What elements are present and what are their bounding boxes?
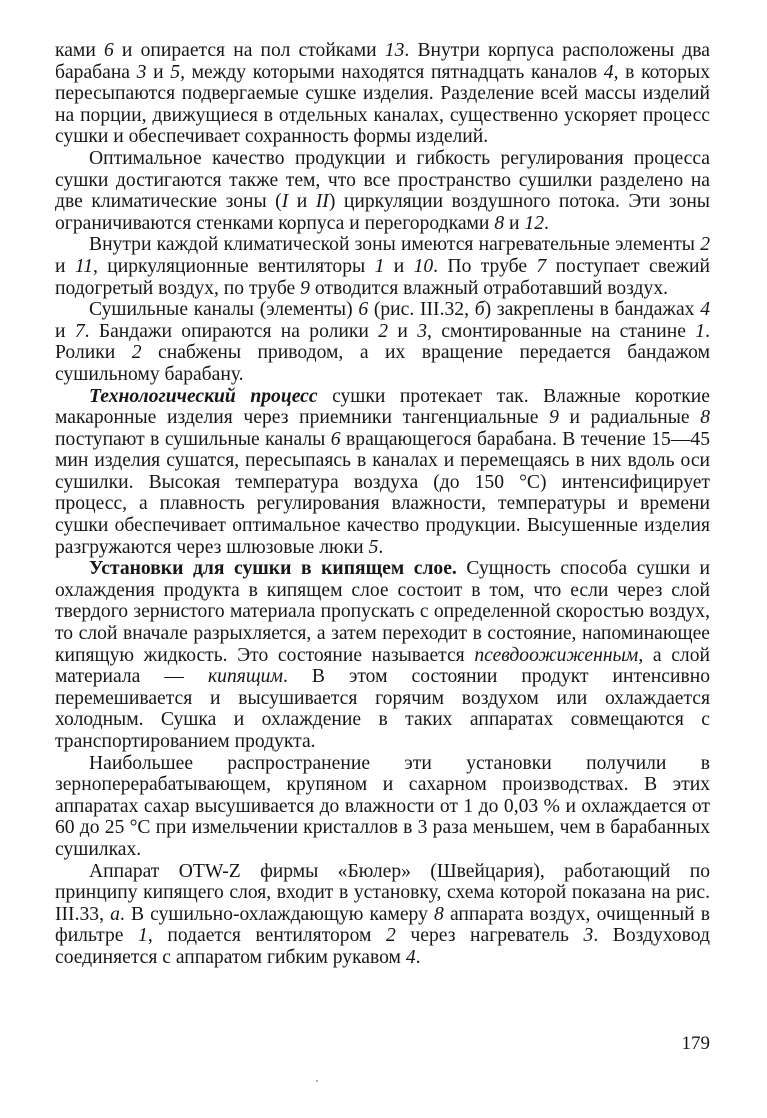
text-run: . Внутри корпуса расположены два барабана — [55, 40, 710, 83]
text-run: поступают в сушильные каналы — [55, 428, 331, 450]
italic-ref: 1 — [695, 320, 706, 342]
italic-ref: 13 — [384, 40, 405, 61]
italic-ref: II — [315, 191, 329, 213]
italic-ref: 1 — [374, 255, 385, 277]
italic-ref: 4 — [700, 299, 710, 321]
italic-ref: 2 — [131, 342, 142, 364]
text-run: Сушильные каналы (элементы) — [89, 299, 359, 321]
italic-ref: 9 — [300, 277, 310, 299]
text-run: . — [544, 212, 549, 234]
text-run: (рис. III.32, — [368, 299, 475, 321]
italic-ref: 6 — [330, 428, 341, 450]
italic-ref: 3 — [417, 320, 427, 342]
bold-italic-term: Технологический процесс — [89, 385, 318, 407]
text-run: и — [384, 255, 414, 277]
text-run: сушки протекает так. Влажные короткие макаронные изделия через приемники тангенциальные — [55, 385, 710, 429]
paragraph — [55, 558, 710, 752]
italic-ref: 6 — [103, 40, 114, 61]
text-run: и опирается на пол стойками — [113, 40, 385, 61]
italic-ref: 8 — [700, 407, 711, 429]
text-run: поступает свежий подогретый воздух, по трубе — [55, 255, 710, 299]
text-run: Сущность способа сушки и охлаждения продукта в кипящем слое состоит в том, что если через слой твердого зернистого материала пропускать с определенной скоростью воздух, то слой вначале разрыхляется, а затем переходит в состояние, напоминающее кипящую жидкость. Это состояние называется — [55, 558, 710, 666]
text-run: и — [504, 212, 525, 234]
text-run: Внутри каждой климатической зоны имеются нагревательные элементы — [89, 234, 701, 256]
page-body — [55, 40, 710, 969]
page-number: 179 — [681, 1033, 710, 1054]
text-run: , в которых пересыпаются подвергаемые сушке изделия. Разделение всей массы изделий на порции, движущиеся в отдельных каналах, существенно ускоряет процесс сушки и обеспечивает сохранность формы изделий. — [55, 61, 710, 148]
italic-ref: I — [281, 191, 289, 213]
text-run: отводится влажный отработавший воздух. — [309, 277, 669, 299]
text-run: . — [378, 536, 384, 558]
bold-heading: Установки для сушки в кипящем слое. — [89, 558, 457, 580]
paragraph — [55, 40, 710, 148]
text-run: и радиальные — [558, 407, 701, 429]
text-run: через нагреватель — [395, 925, 584, 947]
text-run: вращающегося барабана. В течение 15—45 мин изделия сушатся, пересыпаясь в каналах и перемещаясь в них вдоль оси сушилки. Высокая температура воздуха (до 150 °C) интенсифицирует процесс, а плавность регулирования влажности, температуры и времени сушки обеспечивает оптимальное качество продукции. Высушенные изделия разгружаются через шлюзовые люки — [55, 428, 711, 558]
paragraph — [55, 148, 710, 234]
italic-ref: а — [110, 903, 120, 925]
scan-speck — [316, 1080, 318, 1082]
italic-ref: 5 — [170, 61, 181, 83]
text-run: , смонтированные на станине — [427, 320, 696, 342]
text-run: и — [146, 61, 171, 83]
text-run: . В сушильно-охлаждающую камеру — [119, 903, 435, 925]
italic-ref: 3 — [136, 61, 147, 83]
italic-ref: 8 — [494, 212, 505, 234]
text-run: Аппарат OTW-Z фирмы «Бюлер» (Швейцария), работающий по принципу кипящего слоя, входит в установку, схема которой показана на рис. III.33, — [55, 860, 710, 925]
paragraph — [55, 386, 710, 559]
italic-ref: 4 — [405, 946, 416, 968]
text-run: . Воздуховод соединяется с аппаратом гибким рукавом — [55, 925, 710, 968]
italic-ref: 2 — [700, 234, 710, 256]
text-run: ) закреплены в бандажах — [484, 299, 701, 321]
italic-ref: 4 — [603, 61, 614, 83]
text-run: снабжены приводом, а их вращение передается бандажом сушильному барабану. — [55, 342, 710, 385]
italic-ref: б — [474, 299, 485, 321]
text-run: . Бандажи опираются на ролики — [84, 320, 379, 342]
italic-ref: 2 — [386, 925, 396, 947]
text-run: . По трубе — [433, 255, 537, 277]
italic-ref: 8 — [434, 903, 444, 925]
text-run: , подается вентилятором — [147, 925, 387, 947]
text-run: и — [55, 320, 75, 342]
text-run: . — [415, 946, 421, 968]
text-run: и — [388, 320, 418, 342]
text-run: ) циркуляции воздушного потока. Эти зоны ограничиваются стенками корпуса и перегородками — [55, 191, 710, 234]
paragraph — [55, 753, 710, 861]
text-run: аппарата воздух, очищенный в фильтре — [55, 903, 710, 947]
italic-ref: 2 — [378, 320, 389, 342]
text-run: , циркуляционные вентиляторы — [93, 255, 375, 277]
paragraph — [55, 299, 710, 385]
italic-ref: 5 — [368, 536, 379, 558]
text-run: и — [55, 255, 75, 277]
text-run: , между которыми находятся пятнадцать каналов — [180, 61, 604, 83]
text-run: Наибольшее распространение эти установки получили в зерноперерабатывающем, крупяном и сахарном производствах. В этих аппаратах сахар высушивается до влажности от 1 до 0,03 % и охлаждается от 60 до 25 °C при измельчении кристаллов в 3 раза меньшем, чем в барабанных сушилках. — [55, 752, 710, 860]
text-run: Оптимальное качество продукции и гибкость регулирования процесса сушки достигаются также тем, что все пространство сушилки разделено на две климатические зоны ( — [55, 147, 710, 213]
italic-ref: 3 — [583, 925, 594, 947]
italic-ref: кипящим — [207, 666, 283, 688]
italic-ref: 10 — [413, 255, 434, 277]
paragraph — [55, 861, 710, 969]
italic-ref: псевдоожиженным — [474, 644, 639, 666]
italic-ref: 11 — [74, 255, 93, 277]
italic-ref: 6 — [358, 299, 369, 321]
italic-ref: 9 — [549, 407, 559, 429]
text-run: . В этом состоянии продукт интенсивно перемешивается и высушивается горячим воздухом или охлаждается холодным. Сушка и охлаждение в таких аппаратах совмещаются с транспортированием продукта. — [55, 666, 710, 752]
italic-ref: 12 — [524, 212, 544, 234]
paragraph — [55, 234, 710, 299]
text-run: ками — [55, 40, 104, 61]
text-run: и — [288, 191, 316, 213]
italic-ref: 1 — [138, 925, 148, 947]
italic-ref: 7 — [536, 255, 547, 277]
text-run: . Ролики — [55, 320, 710, 364]
italic-ref: 7 — [74, 320, 85, 342]
text-run: , а слой материала — — [55, 644, 710, 688]
